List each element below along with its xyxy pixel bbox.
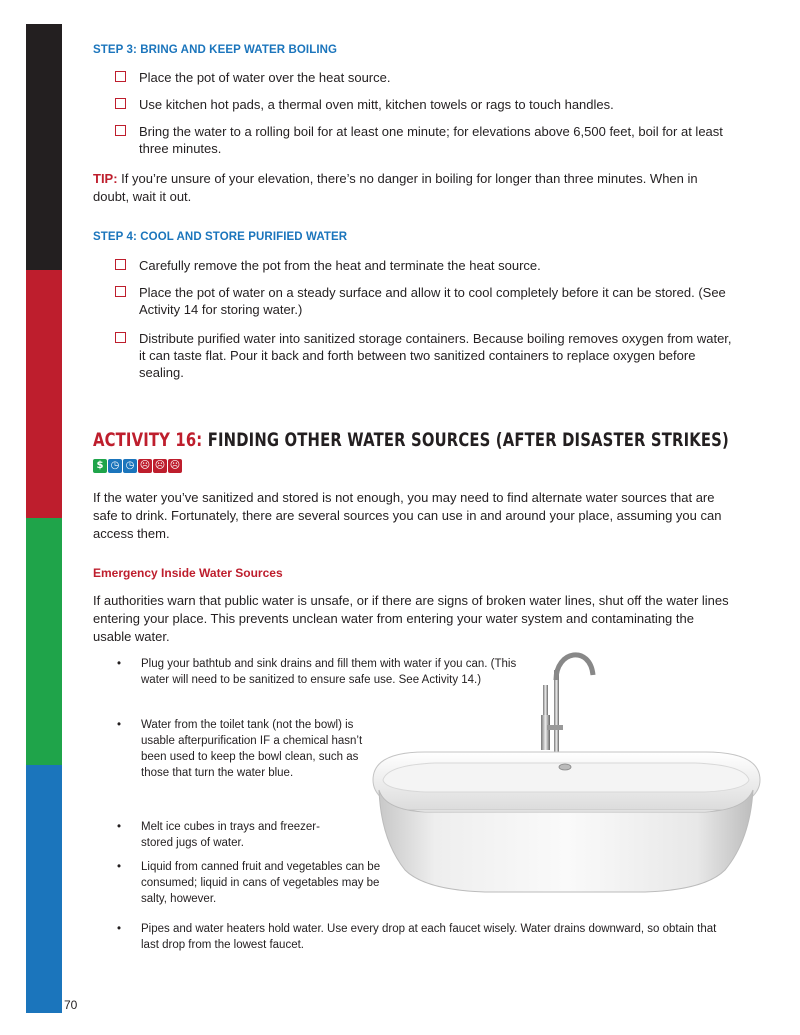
list-item-text: Water from the toilet tank (not the bowl) is usable afterpurification IF a chemical hasn’t been used to keep the bowl clean, such as those that turn the water blue. [141, 719, 363, 779]
checkbox-icon[interactable] [115, 98, 126, 109]
bullet-icon: • [117, 658, 122, 670]
activity-number: ACTIVITY 16: [93, 429, 203, 451]
checkbox-icon[interactable] [115, 286, 126, 297]
list-item-text: Pipes and water heaters hold water. Use every drop at each faucet wisely. Water drains downward, so obtain that last drop from the lowest faucet. [141, 923, 717, 951]
step3-heading: STEP 3: BRING AND KEEP WATER BOILING [93, 44, 338, 56]
rating-icons [93, 459, 182, 473]
checklist-item[interactable] [115, 284, 735, 318]
activity-title [93, 429, 729, 451]
side-color-bar-green [26, 518, 62, 765]
checklist-item[interactable] [115, 123, 735, 157]
list-item [117, 921, 717, 953]
side-color-bar-black [26, 24, 62, 270]
activity-intro: If the water you’ve sanitized and stored is not enough, you may need to find alternate water sources that are safe to drink. Fortunately, there are several sources you can use in and around your place, assuming you can access them. [93, 490, 722, 541]
dollar-icon: $ [93, 459, 107, 473]
bathtub-image [365, 640, 765, 910]
list-item-text: Melt ice cubes in trays and freezer-stored jugs of water. [141, 821, 320, 849]
checklist-item[interactable] [115, 257, 735, 274]
list-item [117, 859, 387, 907]
activity-title-text: FINDING OTHER WATER SOURCES (AFTER DISASTER STRIKES) [202, 429, 729, 451]
difficulty-icon: ☹ [169, 460, 181, 471]
checkbox-icon[interactable] [115, 259, 126, 270]
checklist-item-text: Place the pot of water on a steady surface and allow it to cool completely before it can be stored. (See Activity 14 for storing water.) [139, 285, 726, 317]
difficulty-icon: ☹ [139, 460, 151, 471]
page-number: 70 [64, 998, 78, 1012]
list-item [117, 819, 337, 851]
checkbox-icon[interactable] [115, 125, 126, 136]
checklist-item[interactable] [115, 96, 735, 113]
clock-icon: ◷ [123, 459, 137, 473]
checklist-item-text: Bring the water to a rolling boil for at least one minute; for elevations above 6,500 feet, boil for at least three minutes. [139, 124, 723, 156]
checklist-item-text: Carefully remove the pot from the heat and terminate the heat source. [139, 258, 541, 273]
checklist-item[interactable] [115, 69, 735, 86]
clock-icon: ◷ [108, 459, 122, 473]
tip-paragraph [93, 170, 733, 206]
bullet-icon: • [117, 861, 122, 873]
step4-heading: STEP 4: COOL AND STORE PURIFIED WATER [93, 231, 348, 243]
list-item-text: Plug your bathtub and sink drains and fill them with water if you can. (This water will need to be sanitized to ensure safe use. See Activity 14.) [141, 658, 517, 686]
inside-sources-heading: Emergency Inside Water Sources [93, 566, 283, 580]
tip-label: TIP: [93, 171, 118, 186]
checklist-item-text: Distribute purified water into sanitized storage containers. Because boiling removes oxygen from water, it can taste flat. Pour it back and forth between two sanitized containers to replace oxygen before sealing. [139, 331, 732, 380]
side-color-bar-red [26, 270, 62, 518]
side-color-bar-blue [26, 765, 62, 1013]
checkbox-icon[interactable] [115, 71, 126, 82]
bullet-icon: • [117, 719, 122, 731]
difficulty-icon: ☹ [154, 460, 166, 471]
checkbox-icon[interactable] [115, 332, 126, 343]
checklist-item-text: Use kitchen hot pads, a thermal oven mitt, kitchen towels or rags to touch handles. [139, 97, 614, 112]
checklist-item-text: Place the pot of water over the heat source. [139, 70, 391, 85]
bullet-icon: • [117, 821, 122, 833]
bullet-icon: • [117, 923, 122, 935]
list-item [117, 717, 387, 781]
checklist-item[interactable] [115, 330, 735, 381]
tip-text: If you’re unsure of your elevation, there’s no danger in boiling for longer than three minutes. When in doubt, wait it out. [93, 171, 698, 204]
list-item-text: Liquid from canned fruit and vegetables can be consumed; liquid in cans of vegetables may be salty, however. [141, 861, 381, 905]
inside-sources-intro: If authorities warn that public water is unsafe, or if there are signs of broken water lines, shut off the water lines entering your place. This prevents unclean water from entering your water system and contaminating the usable water. [93, 593, 729, 644]
